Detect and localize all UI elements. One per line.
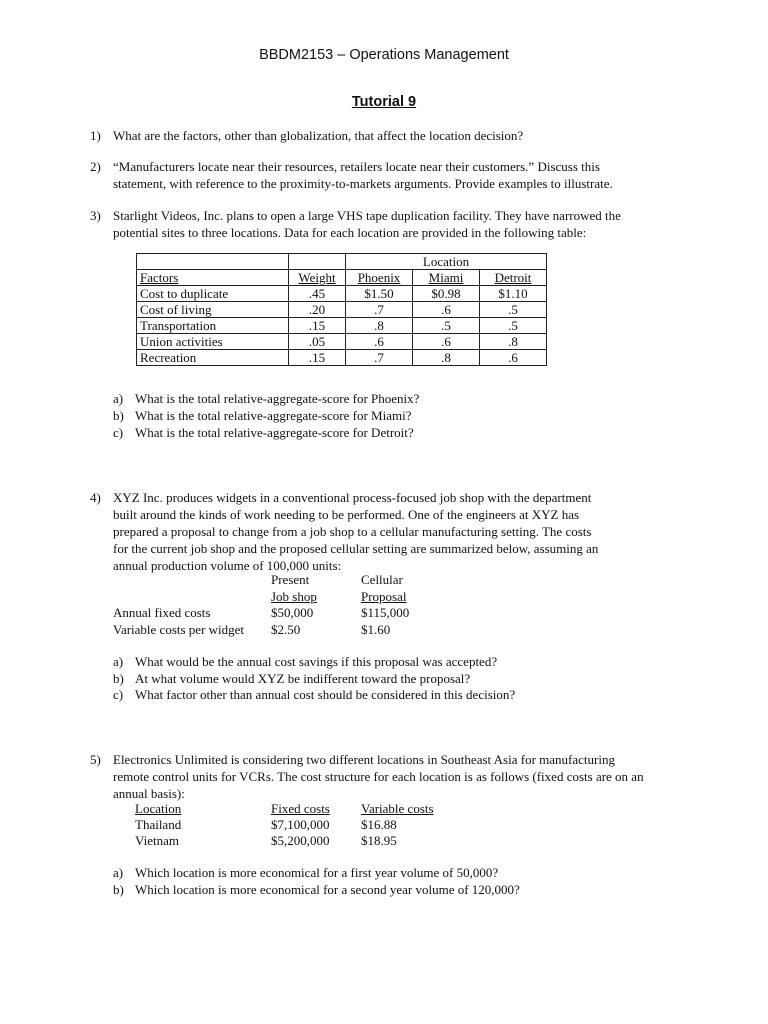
sub-question: b) At what volume would XYZ be indifferent toward the proposal? [113,671,471,686]
question-text-line: built around the kinds of work needing to be performed. One of the engineers at XYZ has [113,507,580,522]
table-cell: $1.10 [480,286,547,302]
table-row [137,334,547,350]
question-text-line: annual production volume of 100,000 units: [113,558,342,573]
question-number: 1) [90,128,101,143]
sub-question: c) What factor other than annual cost should be considered in this decision? [113,687,516,702]
question-text-line: XYZ Inc. produces widgets in a conventional process-focused job shop with the department [113,490,592,505]
row-label: Annual fixed costs [113,605,211,620]
table-cell: .6 [346,334,413,350]
table-cell: .7 [346,350,413,366]
table-cell: Transportation [137,318,289,334]
table-cell: Union activities [137,334,289,350]
question-2 [90,158,690,192]
question-text-line: Starlight Videos, Inc. plans to open a large VHS tape duplication facility. They have narrowed the [113,208,621,223]
table-cell: .5 [480,302,547,318]
table-cell: $1.60 [361,622,391,637]
question-number: 3) [90,208,101,223]
table-cell: .7 [346,302,413,318]
question-text-line: remote control units for VCRs. The cost structure for each location is as follows (fixed costs are on an [113,769,644,784]
sub-question: a) What would be the annual cost savings if this proposal was accepted? [113,654,498,669]
table-cell: $50,000 [271,605,314,620]
table-header-row [137,270,547,286]
table-row [137,286,547,302]
table-header-cell: Detroit [480,270,547,286]
table-cell: .15 [289,318,346,334]
question-text-line: potential sites to three locations. Data for each location are provided in the following table: [113,225,587,240]
table-group-header-row [137,254,547,270]
column-header: Job shop [271,589,317,604]
location-factors-table [136,253,547,366]
table-cell: $1.50 [346,286,413,302]
column-header: Cellular [361,572,403,587]
table-cell [137,254,289,270]
table-cell: $7,100,000 [271,817,330,832]
sub-question: c) What is the total relative-aggregate-score for Detroit? [113,425,414,440]
column-header: Proposal [361,589,407,604]
table-row [137,318,547,334]
row-label: Vietnam [135,833,179,848]
table-cell: .15 [289,350,346,366]
question-1 [90,127,690,144]
table-cell: .6 [413,334,480,350]
table-cell: $16.88 [361,817,397,832]
table-row [137,302,547,318]
question-5 [90,751,710,802]
question-3 [90,207,690,241]
location-group-header: Location [346,254,547,270]
table-cell: Cost of living [137,302,289,318]
sub-question: b) Which location is more economical for a second year volume of 120,000? [113,882,520,897]
table-cell: .8 [480,334,547,350]
table-cell: .5 [480,318,547,334]
course-title: BBDM2153 – Operations Management [259,47,509,63]
sub-question: a) What is the total relative-aggregate-score for Phoenix? [113,391,420,406]
question-text-line: prepared a proposal to change from a job shop to a cellular manufacturing setting. The costs [113,524,592,539]
question-text-line: annual basis): [113,786,185,801]
table-cell: $0.98 [413,286,480,302]
question-4 [90,489,690,574]
table-cell: .20 [289,302,346,318]
question-text: What are the factors, other than globalization, that affect the location decision? [113,128,524,143]
column-header: Fixed costs [271,801,330,816]
table-header-cell: Phoenix [346,270,413,286]
table-cell: .05 [289,334,346,350]
location-cost-table [135,800,455,852]
cost-comparison-table [113,571,433,641]
question-text-line: statement, with reference to the proximity-to-markets arguments. Provide examples to illustrate. [113,176,613,191]
table-cell: $5,200,000 [271,833,330,848]
table-row [137,350,547,366]
row-label: Variable costs per widget [113,622,245,637]
table-cell: .6 [413,302,480,318]
tutorial-title-text: Tutorial 9 [351,94,417,110]
table-cell: Recreation [137,350,289,366]
column-header: Location [135,801,182,816]
question-text-line: “Manufacturers locate near their resources, retailers locate near their customers.” Discuss this [113,159,600,174]
table-header-cell: Factors [137,270,289,286]
table-cell: $115,000 [361,605,410,620]
column-header: Present [271,572,310,587]
table-cell: $2.50 [271,622,301,637]
table-header-cell: Weight [289,270,346,286]
table-cell: $18.95 [361,833,397,848]
question-number: 4) [90,490,101,505]
question-number: 5) [90,752,101,767]
table-header-cell: Miami [413,270,480,286]
table-cell: .8 [413,350,480,366]
tutorial-title [0,94,768,110]
table-cell: Cost to duplicate [137,286,289,302]
column-header: Variable costs [361,801,434,816]
table-cell: .45 [289,286,346,302]
table-cell: .8 [346,318,413,334]
table-cell: .5 [413,318,480,334]
question-text-line: Electronics Unlimited is considering two different locations in Southeast Asia for manufacturing [113,752,615,767]
sub-question: a) Which location is more economical for a first year volume of 50,000? [113,865,499,880]
question-number: 2) [90,159,101,174]
question-text-line: for the current job shop and the proposed cellular setting are summarized below, assuming an [113,541,599,556]
table-cell [289,254,346,270]
sub-question: b) What is the total relative-aggregate-score for Miami? [113,408,412,423]
row-label: Thailand [135,817,182,832]
table-cell: .6 [480,350,547,366]
